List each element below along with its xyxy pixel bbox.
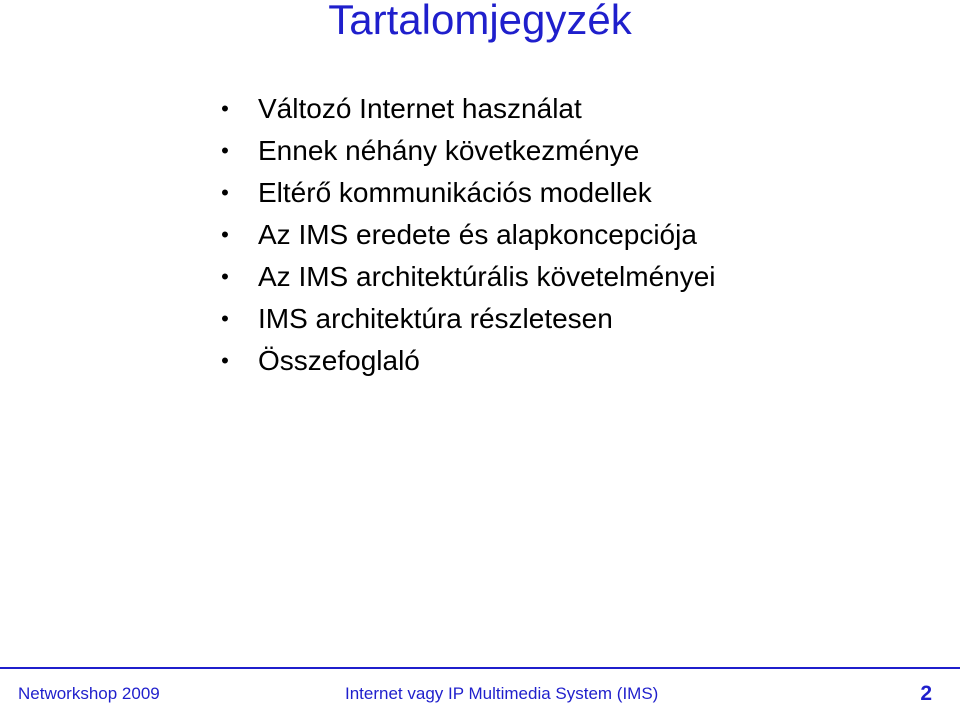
toc-item-text: Változó Internet használat	[258, 93, 582, 124]
bullet-icon: •	[221, 138, 229, 163]
toc-item-text: Az IMS architektúrális követelményei	[258, 261, 716, 292]
bullet-icon: •	[221, 264, 229, 289]
toc-item-3	[218, 172, 716, 214]
table-of-contents-list	[218, 88, 716, 382]
toc-item-text: IMS architektúra részletesen	[258, 303, 613, 334]
bullet-icon: •	[221, 96, 229, 121]
page-number: 2	[920, 682, 932, 705]
toc-item-text: Eltérő kommunikációs modellek	[258, 177, 652, 208]
bullet-icon: •	[221, 222, 229, 247]
toc-item-2	[218, 130, 716, 172]
toc-item-5	[218, 256, 716, 298]
bullet-icon: •	[221, 348, 229, 373]
footer-event-name: Networkshop 2009	[18, 684, 160, 703]
toc-item-text: Az IMS eredete és alapkoncepciója	[258, 219, 697, 250]
toc-item-1	[218, 88, 716, 130]
footer-divider	[0, 667, 960, 669]
toc-item-text: Ennek néhány következménye	[258, 135, 640, 166]
toc-item-6	[218, 298, 716, 340]
toc-item-4	[218, 214, 716, 256]
bullet-icon: •	[221, 306, 229, 331]
footer-presentation-title: Internet vagy IP Multimedia System (IMS)	[345, 684, 659, 703]
bullet-icon: •	[221, 180, 229, 205]
toc-item-text: Összefoglaló	[258, 345, 420, 376]
toc-item-7	[218, 340, 716, 382]
slide-title: Tartalomjegyzék	[328, 0, 632, 43]
